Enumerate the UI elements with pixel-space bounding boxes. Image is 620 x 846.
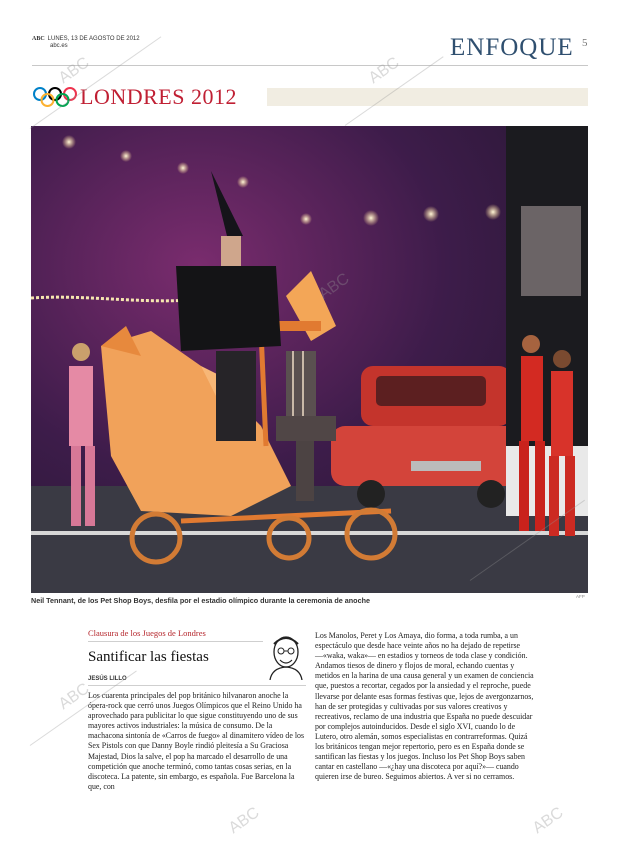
article-kicker: Clausura de los Juegos de Londres [88, 628, 263, 642]
banner-title: LONDRES 2012 [80, 84, 237, 109]
masthead [32, 36, 140, 50]
header-divider [32, 65, 588, 66]
watermark-logo: ABC [55, 54, 93, 87]
page-number: 5 [582, 37, 588, 49]
author-caricature-icon [264, 632, 308, 680]
watermark-logo: ABC [529, 804, 567, 837]
watermark-logo: ABC [365, 54, 403, 87]
watermark-logo: ABC [55, 680, 93, 713]
article-column-2 [315, 631, 537, 782]
photo-caption: Neil Tennant, de los Pet Shop Boys, desfila por el estadio olímpico durante la ceremonia de anoche [31, 596, 370, 605]
article-headline: Santificar las fiestas [88, 649, 209, 665]
ceremony-illustration [31, 126, 588, 593]
black-bus [506, 126, 588, 516]
olympic-rings-icon [32, 86, 78, 108]
watermark-logo: ABC [315, 270, 353, 303]
ceremony-photo [31, 126, 588, 593]
paper-name: ABC [32, 36, 45, 42]
article-body-col1: Los cuarenta principales del pop británico hilvanaron anoche la ópera-rock que cerró unos Juegos Olímpicos que el Reino Unido ha aprovechado para publicitar lo que sigue constituyendo uno de sus mayores activos industriales: la música de consumo. De la machacona sintonía de «Carros de fuego» al dinamitero vídeo de los Sex Pistols con que Danny Boyle rindió pleitesía a Su Graciosa Majestad, Dios la salve, el pop ha marcado el desarrollo de una competición que anoche terminó, como tantas cosas serias, en la discoteca. La patente, sin embargo, es española. Fue Barcelona la que, con [88, 691, 305, 791]
watermark-line [30, 36, 162, 129]
watermark-logo: ABC [225, 804, 263, 837]
issue-date: LUNES, 13 DE AGOSTO DE 2012 [47, 36, 140, 42]
stadium-lights [62, 135, 501, 226]
photo-credit: AFP [576, 594, 585, 599]
section-title: ENFOQUE [450, 34, 574, 61]
article-body-col2: Los Manolos, Peret y Los Amaya, dio forma, a toda rumba, a un espectáculo que desde hace veinte años no ha dejado de repetirse —«waka, waka»— en estadios y torneos de toda clase y condición. Andamos tiesos de dinero y flojos de moral, echando cuentas y metidos en la harina de una causa general y un examen de conciencia que, puestos a recortar, cegados por la ansiedad y el reproche, puede llevarse por delante esas formas festivas que, lejos de avergonzarnos, han de ser protegidas y cultivadas por sus valores creativos y recreativos, reclamo de una industria que España no puede descuidar por complejos autoinducidos. Desde el siglo XVI, cuando lo de Lutero, otro alemán, somos especialistas en contrarreformas. Quizá los británicos tengan mejor repertorio, pero es en España donde se santifican las fiestas y los juegos. Incluso los Pet Shop Boys saben cantar en castellano —«¿hay una discoteca por aquí?»— cuando quieren irse de bureo. Seguimos abiertos. A ver si no cerramos. [315, 631, 534, 782]
site-url: abc.es [50, 43, 68, 49]
title-band [267, 88, 588, 106]
article-byline: JESÚS LILLO [88, 676, 306, 686]
